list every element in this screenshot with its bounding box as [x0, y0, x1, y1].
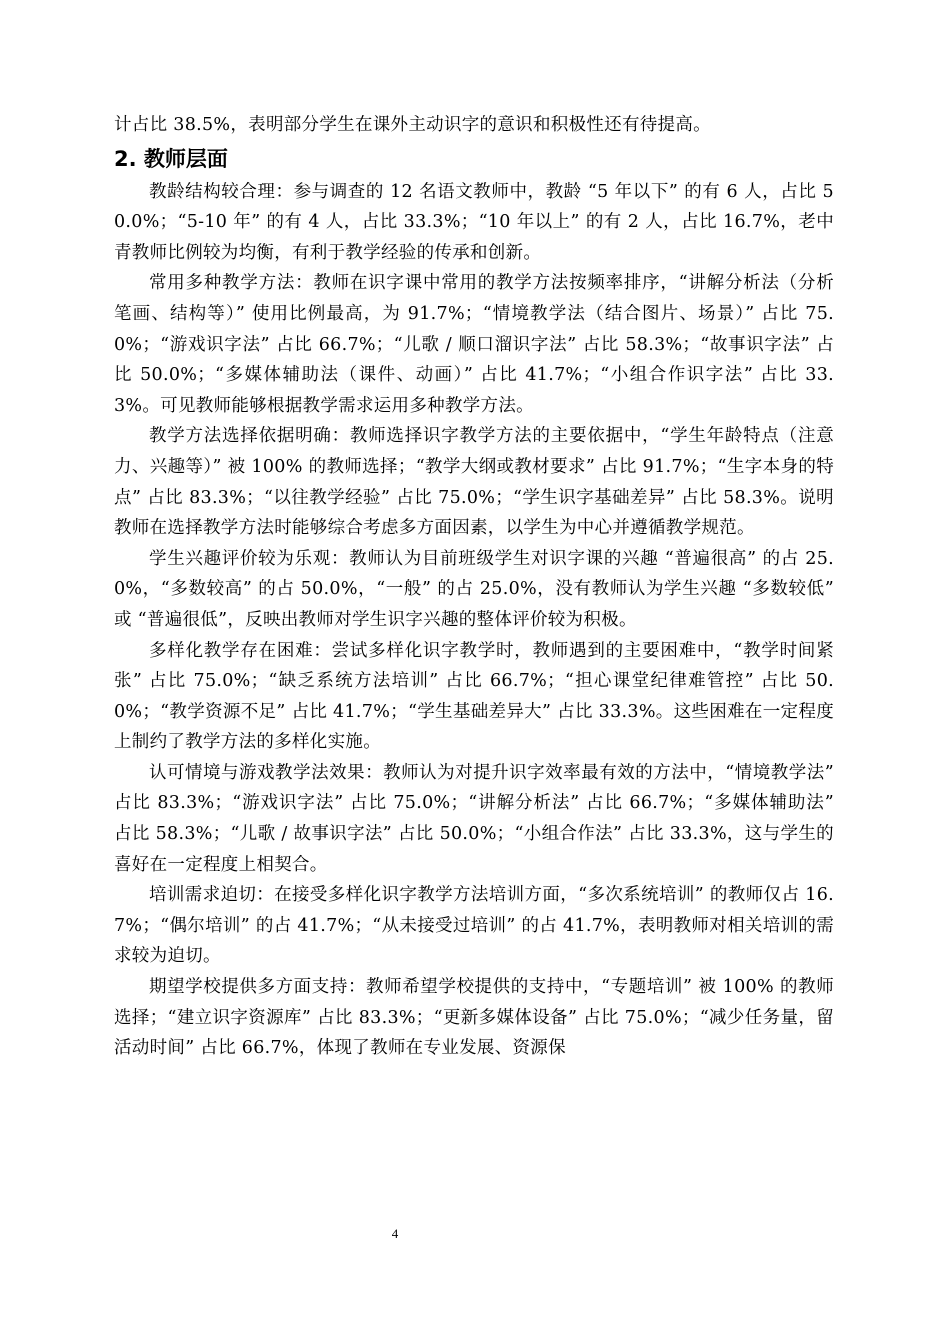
- paragraph-difficulties: 多样化教学存在困难：尝试多样化识字教学时，教师遇到的主要困难中，“教学时间紧张” 占比 75.0%；“缺乏系统方法培训” 占比 66.7%；“担心课堂纪律难管控” 占比 50.0%；“教学资源不足” 占比 41.7%；“学生基础差异大” 占比 33.3%。这些困难在一定程度上制约了教学方法的多样化实施。: [114, 640, 834, 753]
- paragraph-method-selection: 教学方法选择依据明确：教师选择识字教学方法的主要依据中，“学生年龄特点（注意力、兴趣等）” 被 100% 的教师选择；“教学大纲或教材要求” 占比 91.7%；“生字本身的特点” 占比 83.3%；“以往教学经验” 占比 75.0%；“学生识字基础差异” 占比 58.3%。说明教师在选择教学方法时能够综合考虑多方面因素，以学生为中心并遵循教学规范。: [114, 426, 834, 539]
- intro-paragraph: 计占比 38.5%，表明部分学生在课外主动识字的意识和积极性还有待提高。: [114, 115, 711, 135]
- paragraph-school-support: 期望学校提供多方面支持：教师希望学校提供的支持中，“专题培训” 被 100% 的教师选择；“建立识字资源库” 占比 83.3%；“更新多媒体设备” 占比 75.0%；“减少任务量，留活动时间” 占比 66.7%，体现了教师在专业发展、资源保: [114, 977, 834, 1059]
- document-body: [114, 110, 834, 1064]
- paragraph-effective-methods: 认可情境与游戏教学法效果：教师认为对提升识字效率最有效的方法中，“情境教学法” 占比 83.3%；“游戏识字法” 占比 75.0%；“讲解分析法” 占比 66.7%；“多媒体辅助法” 占比 58.3%；“儿歌 / 故事识字法” 占比 50.0%；“小组合作法” 占比 33.3%，这与学生的喜好在一定程度上相契合。: [114, 762, 834, 875]
- section-heading: 2. 教师层面: [114, 146, 228, 171]
- page-number: 4: [391, 1226, 399, 1241]
- paragraph-teaching-age: 教龄结构较合理：参与调查的 12 名语文教师中，教龄 “5 年以下” 的有 6 人，占比 50.0%；“5-10 年” 的有 4 人，占比 33.3%；“10 年以上” 的有 2 人，占比 16.7%，老中青教师比例较为均衡，有利于教学经验的传承和创新。: [114, 181, 834, 263]
- paragraph-teaching-methods: 常用多种教学方法：教师在识字课中常用的教学方法按频率排序，“讲解分析法（分析笔画、结构等）” 使用比例最高，为 91.7%；“情境教学法（结合图片、场景）” 占比 75.0%；“游戏识字法” 占比 66.7%；“儿歌 / 顺口溜识字法” 占比 58.3%；“故事识字法” 占比 50.0%；“多媒体辅助法（课件、动画）” 占比 41.7%；“小组合作识字法” 占比 33.3%。可见教师能够根据教学需求运用多种教学方法。: [114, 273, 834, 416]
- paragraph-training-needs: 培训需求迫切：在接受多样化识字教学方法培训方面，“多次系统培训” 的教师仅占 16.7%；“偶尔培训” 的占 41.7%；“从未接受过培训” 的占 41.7%，表明教师对相关培训的需求较为迫切。: [114, 885, 834, 967]
- paragraph-student-interest: 学生兴趣评价较为乐观：教师认为目前班级学生对识字课的兴趣 “普遍很高” 的占 25.0%，“多数较高” 的占 50.0%，“一般” 的占 25.0%，没有教师认为学生兴趣 “多数较低” 或 “普遍很低”，反映出教师对学生识字兴趣的整体评价较为积极。: [114, 548, 834, 630]
